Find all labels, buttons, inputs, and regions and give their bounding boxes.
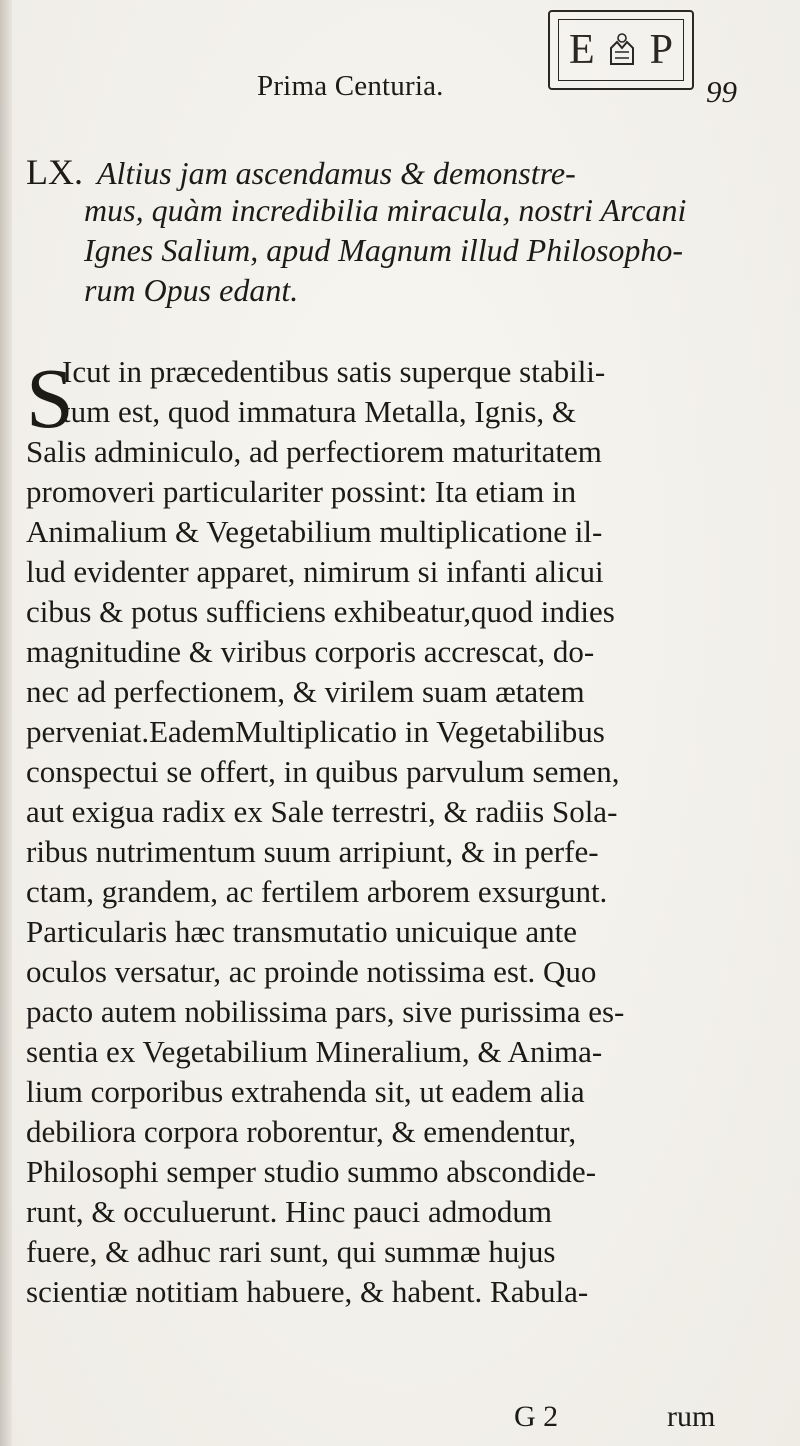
body-line: scientiæ notitiam habuere, & habent. Rabula- bbox=[26, 1274, 589, 1309]
stamp-letter-left: E bbox=[569, 27, 595, 73]
body-line: ribus nutrimentum suum arripiunt, & in perfe- bbox=[26, 834, 599, 869]
body-line: promoveri particulariter possint: Ita etiam in bbox=[26, 474, 577, 509]
body-line: tum est, quod immatura Metalla, Ignis, & bbox=[62, 394, 576, 429]
body-line: lud evidenter apparet, nimirum si infanti alicui bbox=[26, 554, 604, 589]
catchword: rum bbox=[667, 1400, 716, 1433]
body-line: conspectui se offert, in quibus parvulum semen, bbox=[26, 754, 620, 789]
body-line: perveniat.EademMultiplicatio in Vegetabilibus bbox=[26, 714, 605, 749]
body-line: ctam, grandem, ac fertilem arborem exsurgunt. bbox=[26, 874, 608, 909]
running-head: Prima Centuria. bbox=[257, 70, 444, 102]
section-title-line-3: Ignes Salium, apud Magnum illud Philosopho- bbox=[84, 232, 684, 268]
body-line: magnitudine & viribus corporis accrescat, do- bbox=[26, 634, 595, 669]
signature-mark: G 2 bbox=[514, 1400, 559, 1433]
body-line: aut exigua radix ex Sale terrestri, & radiis Sola- bbox=[26, 794, 618, 829]
section-title-line-4: rum Opus edant. bbox=[84, 272, 299, 308]
section-number: LX. bbox=[26, 152, 83, 192]
section-title-text-1: Altius jam ascendamus & demonstre- bbox=[97, 155, 576, 191]
stamp-emblem-icon bbox=[605, 30, 639, 70]
body-line: oculos versatur, ac proinde notissima est. Quo bbox=[26, 954, 597, 989]
drop-cap: S bbox=[26, 350, 74, 446]
body-line: Icut in præcedentibus satis superque stabili- bbox=[62, 354, 606, 389]
body-line: Philosophi semper studio summo abscondide- bbox=[26, 1154, 597, 1189]
body-line: fuere, & adhuc rari sunt, qui summæ hujus bbox=[26, 1234, 556, 1269]
page-gutter-shadow bbox=[0, 0, 12, 1446]
body-line: sentia ex Vegetabilium Mineralium, & Anima- bbox=[26, 1034, 603, 1069]
body-line: Salis adminiculo, ad perfectiorem maturitatem bbox=[26, 434, 602, 469]
body-line: Particularis hæc transmutatio unicuique ante bbox=[26, 914, 577, 949]
body-line: Animalium & Vegetabilium multiplicatione il- bbox=[26, 514, 603, 549]
body-line: lium corporibus extrahenda sit, ut eadem alia bbox=[26, 1074, 585, 1109]
body-line: runt, & occuluerunt. Hinc pauci admodum bbox=[26, 1194, 553, 1229]
stamp-letter-right: P bbox=[649, 27, 673, 73]
page-number: 99 bbox=[706, 74, 737, 109]
library-stamp-frame bbox=[558, 19, 684, 81]
body-line: debiliora corpora roborentur, & emendentur, bbox=[26, 1114, 577, 1149]
body-line: nec ad perfectionem, & virilem suam ætatem bbox=[26, 674, 585, 709]
library-stamp-icon bbox=[548, 10, 694, 90]
section-title-line-2: mus, quàm incredibilia miracula, nostri Arcani bbox=[84, 192, 687, 228]
section-title-line-1 bbox=[26, 154, 576, 190]
body-line: cibus & potus sufficiens exhibeatur,quod indies bbox=[26, 594, 615, 629]
body-line: pacto autem nobilissima pars, sive purissima es- bbox=[26, 994, 625, 1029]
